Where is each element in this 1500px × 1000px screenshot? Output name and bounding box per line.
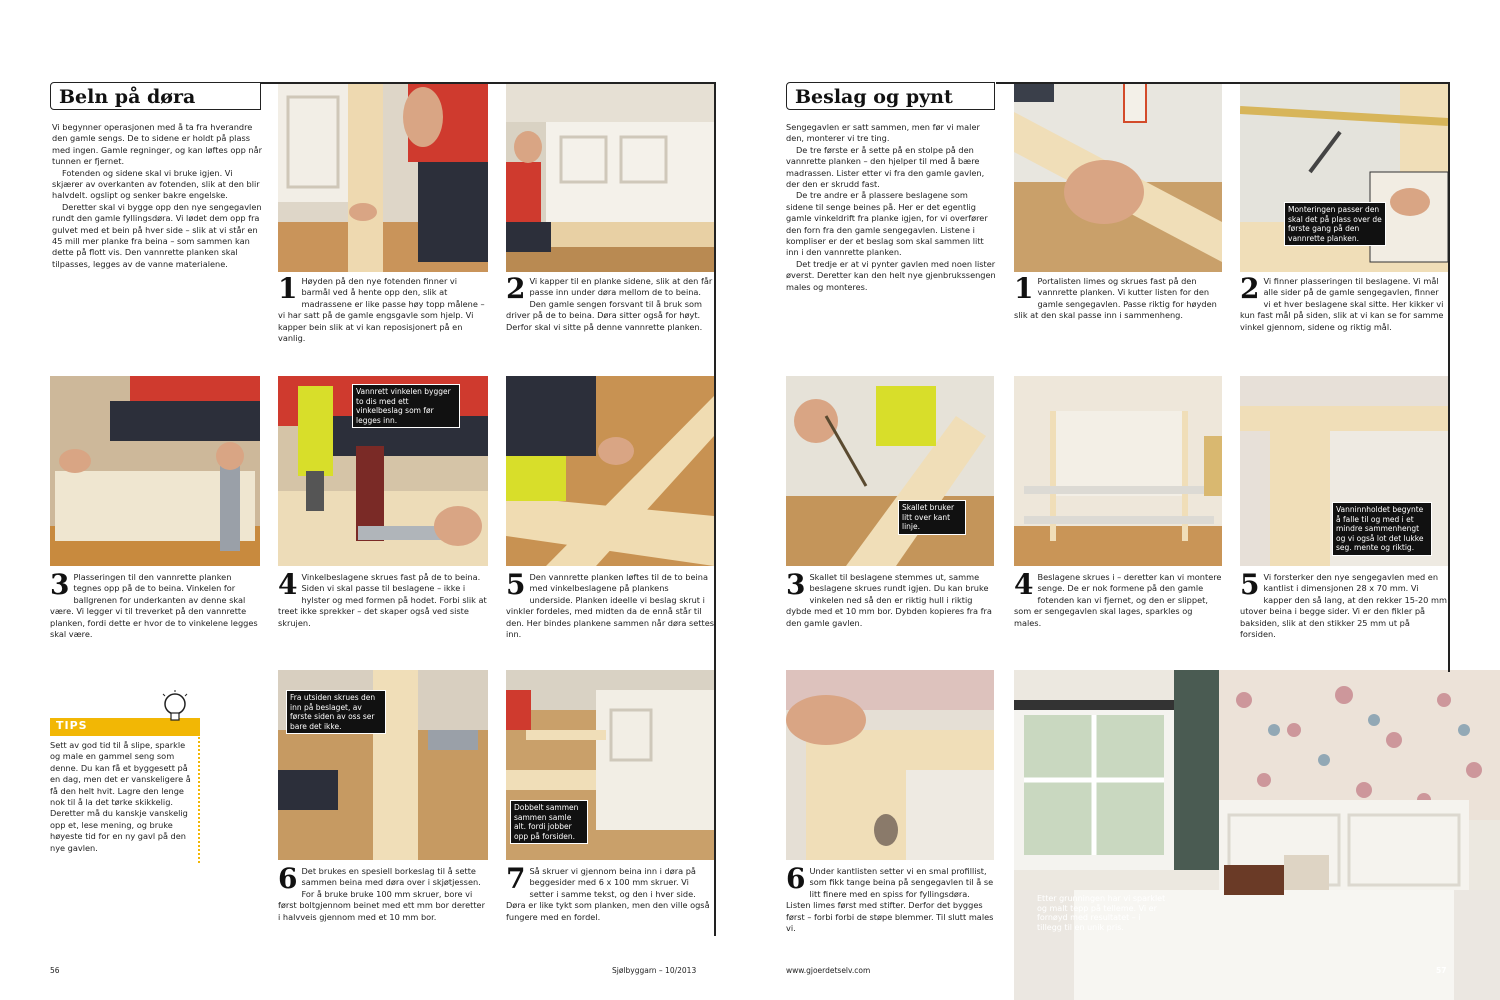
tip-box [50, 718, 210, 868]
right-step-6-caption [786, 862, 994, 934]
step-text: Vi finner plasseringen til beslagene. Vi mål alle sider på de gamle sengegavlen, finner vi et hver beslagene skal sitte. Her kikker vi kun fast mål på siden, slik at vi kan se for samme vinkel gjennom, sidene og riktig mål. [1240, 276, 1444, 332]
right-step-5-callout: Vanninnholdet begynte å falle til og med i et mindre sammenhengt og vi også lot det lukke seg. mente og riktig. [1332, 502, 1432, 556]
step-number: 7 [506, 862, 526, 895]
step-number: 3 [50, 568, 70, 601]
magazine-issue: Sjølbyggarn – 10/2013 [612, 966, 697, 975]
left-intro-paragraph: Deretter skal vi bygge opp den nye sengegavlen rundt den gamle fyllingsdøra. Vi lødet dem opp fra gulvet med et bein på hver side – slik at vi står en 45 mill mer planke fra beina – som sammen kan dette på flott vis. Den vannrette planken skal tilpasses, legges av de vanne materialene. [52, 201, 262, 269]
step-number: 4 [1014, 568, 1034, 601]
step-text: Det brukes en spesiell borkeslag til å sette sammen beina med døra over i skjøtjessen. For å bruke bruke 100 mm skruer, bore vi først boltgjennom beinet med ett mm bor deretter i halvveis gjennom med et 10 mm bor. [278, 866, 485, 922]
step-number: 2 [1240, 272, 1260, 305]
tip-divider [198, 718, 200, 863]
step-7-caption [506, 862, 714, 923]
step-number: 1 [278, 272, 298, 305]
step-text: Plasseringen til den vannrette planken tegnes opp på de to beina. Vinkelen for ballgrenen for underkanten av denne skal være. Vi legger vi til treverket på den vannrette planken, fordi dette er hvor de to vinkelene legges skal være. [50, 572, 258, 640]
step-number: 6 [278, 862, 298, 895]
step-7-callout: Dobbelt sammen sammen samle alt. fordi jobber opp på forsiden. [510, 800, 588, 844]
column-rule [714, 82, 716, 936]
step-text: Vinkelbeslagene skrues fast på de to beina. Siden vi skal passe til beslagene – ikke i hylster og med formen på hodet. Forbi slik at treet ikke sprekker – det skaper også ved siste skrujen. [278, 572, 487, 628]
right-intro [786, 122, 996, 293]
right-step-1-caption [1014, 272, 1222, 322]
step-4-caption [278, 568, 488, 629]
right-step-4-photo [1014, 376, 1222, 566]
step-text: Så skruer vi gjennom beina inn i døra på beggesider med 6 x 100 mm skruer. Vi setter i samme tekst, og den i hver side. Døra er like tykt som planken, men den ville også fungere med en fordel. [506, 866, 710, 922]
step-text: Høyden på den nye fotenden finner vi barmål ved å hente opp den, slik at madrassene er like passe høy topp målene – vi har satt på de gamle engsgavle som hjelp. Vi kapper bein slik at vi kan reposisjonert på en vanlig. [278, 276, 485, 344]
bedroom-photo [1014, 670, 1500, 1000]
step-1-photo [278, 82, 488, 272]
step-number: 6 [786, 862, 806, 895]
right-intro-paragraph: De tre andre er å plassere beslagene som sidene til senge beines på. Her er det egentlig gamle vinkeldrift fra planke igjen, for vi overfører den forn fra den gamle sengegavlen. Listene i kompliser er der et beslag som skal sammen litt inn i den vannrette planken. [786, 190, 988, 258]
step-text: Skallet til beslagene stemmes ut, samme beslagene skrues rundt igjen. Du kan bruke vinkelen ned så den er riktig hull i riktig dybde med et 10 mm bor. Dybden kopieres fra fra den gamle gavlen. [786, 572, 992, 628]
step-5-caption [506, 568, 715, 640]
step-2-photo [506, 82, 714, 272]
right-step-3-caption [786, 568, 994, 629]
step-text: Under kantlisten setter vi en smal profillist, som fikk tange beina på sengegavlen til å se litt finere med en spiss for fyllingsdøra. Listen limes først med stifter. Derfor det bygges først – forbi forbi de støpe blemmer. Til slutt males vi. [786, 866, 994, 934]
right-step-2-callout: Monteringen passer den skal det på plass over de første gang på den vannrette planken. [1284, 202, 1386, 246]
left-intro-paragraph: Fotenden og sidene skal vi bruke igjen. Vi skjærer av overkanten av fotenden, slik at den blir halvdelt. ogslipt og senker bakre engelske. [52, 167, 260, 201]
right-page [750, 0, 1500, 1000]
step-number: 3 [786, 568, 806, 601]
page-number-left: 56 [50, 966, 60, 975]
step-5-photo [506, 376, 714, 566]
step-text: Beslagene skrues i – deretter kan vi montere senge. De er nok formene på den gamle fotenden kan vi fjernet, og den er slippet, som er sengegavlen skal lages, sparkles og males. [1014, 572, 1222, 628]
lightbulb-icon [160, 690, 190, 726]
step-3-caption [50, 568, 260, 640]
right-step-5-caption [1240, 568, 1448, 640]
step-number: 1 [1014, 272, 1034, 305]
step-3-photo [50, 376, 260, 566]
right-intro-paragraph: Sengegavlen er satt sammen, men før vi maler den, monterer vi tre ting. [786, 122, 980, 144]
left-intro-paragraph: Vi begynner operasjonen med å ta fra hverandre den gamle sengs. De to sidene er holdt på plass med ingen. Gamle regninger, og kan løftes opp når tunnen er fjernet. [52, 122, 262, 167]
right-step-1-photo [1014, 82, 1222, 272]
right-section-title: Beslag og pynt [786, 82, 995, 110]
tip-text: Sett av god tid til å slipe, sparkle og male en gammel seng som denne. Du kan få et byggesett på en dag, men det er vanskeligere å få den helt hvit. Lagre den lenge nok til å la det tørke skikkelig. Deretter må du kanskje vanskelig opp et, lese mening, og bruke høyeste tid for en ny gavl på den nye gavlen. [50, 740, 191, 853]
step-4-callout: Vannrett vinkelen bygger to dis med ett vinkelbeslag som før legges inn. [352, 384, 460, 428]
website-url: www.gjoerdetselv.com [786, 966, 871, 975]
right-intro-paragraph: Det tredje er at vi pynter gavlen med noen lister øverst. Deretter kan den helt nye gjenbrukssengen males og monteres. [786, 258, 996, 292]
step-6-callout: Fra utsiden skrues den inn på beslaget, av første siden av oss ser bare det ikke. [286, 690, 386, 734]
step-text: Vi kapper til en planke sidene, slik at den får passe inn under døra mellom de to beina. Den gamle sengen forsvant til å bruk som driver på de to beina. Døra sitter også for høyt. Derfor skal vi sitte på denne vannrette planken. [506, 276, 713, 332]
tip-label: TIPS [56, 719, 88, 732]
step-1-caption [278, 272, 488, 344]
step-text: Vi forsterker den nye sengegavlen med en kantlist i dimensjonen 28 x 70 mm. Vi kapper den så lang, at den rekker 15-20 mm utover beina i begge sider. Vi er den fikler på baksiden, slik at den stikker 25 mm ut på forsiden. [1240, 572, 1447, 640]
left-section-title: Beln på døra [50, 82, 261, 110]
bedroom-caption: Etter grunningen har vi sparklet og malt tepp på telleme. Vi er fornøyd med resultatet – i tillegg til en unik pris. [1037, 894, 1166, 932]
step-number: 2 [506, 272, 526, 305]
step-number: 5 [1240, 568, 1260, 601]
right-step-6-photo [786, 670, 994, 860]
step-6-caption [278, 862, 488, 923]
step-text: Portalisten limes og skrues fast på den vannrette planken. Vi kutter listen for den gamle sengegavlen. Passe riktig for høyden slik at den skal passe inn i sammenheng. [1014, 276, 1217, 321]
step-number: 5 [506, 568, 526, 601]
right-step-2-caption [1240, 272, 1448, 333]
right-step-4-caption [1014, 568, 1222, 629]
right-step-3-photo [786, 376, 994, 566]
right-column-rule [1448, 82, 1450, 672]
right-step-3-callout: Skallet bruker litt over kant linje. [898, 500, 966, 535]
step-2-caption [506, 272, 714, 333]
left-intro [52, 122, 262, 270]
page-number-right: 57 [1436, 966, 1447, 975]
step-text: Den vannrette planken løftes til de to beina med vinkelbeslagene på plankens underside. Planken ideelle vi beslag skrut i vinkler fordeles, med midten da de ennå står til den. Her bindes plankene sammen når døra settes inn. [506, 572, 715, 640]
right-intro-paragraph: De tre første er å sette på en stolpe på den vannrette planken – den hjelper til med å bære madrassen. Lister etter vi fra den gamle gavlen, der den er skrudd fast. [786, 144, 985, 190]
right-top-rule [996, 82, 1450, 84]
step-number: 4 [278, 568, 298, 601]
top-rule [260, 82, 715, 84]
